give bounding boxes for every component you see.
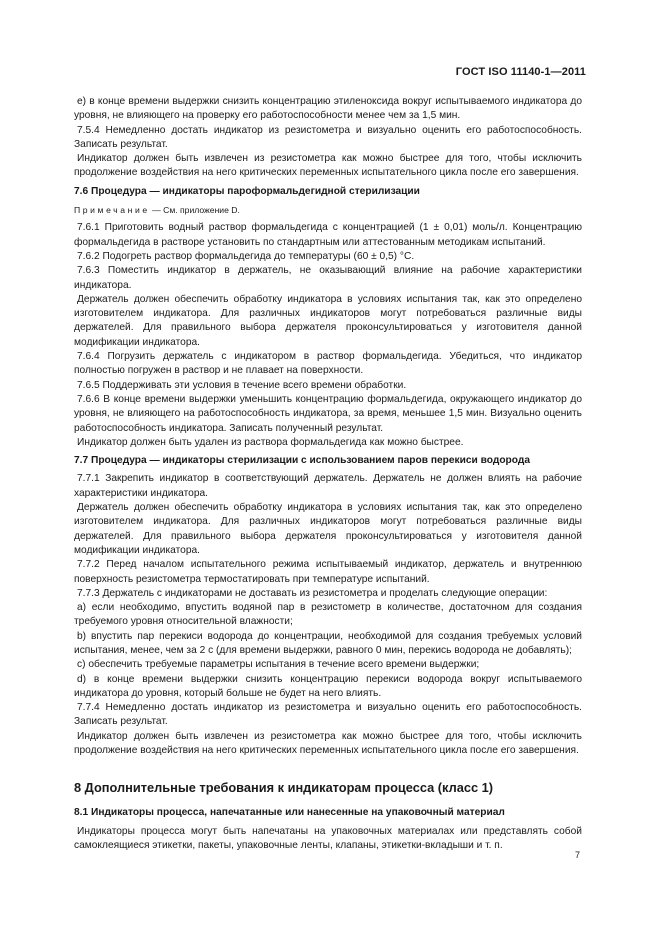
paragraph-7-6-4: 7.6.4 Погрузить держатель с индикатором в раствор формальдегида. Убедиться, что индикатор полностью погружен в раствор и не плавает на поверхности.: [74, 351, 582, 377]
list-item-a: а) если необходимо, впустить водяной пар в резистометр в количестве, достаточном для создания требуемого уровня относительной влажности;: [74, 602, 582, 628]
paragraph-7-7-1: 7.7.1 Закрепить индикатор в соответствующий держатель. Держатель не должен влиять на рабочие характеристики индикатора.: [74, 473, 582, 499]
list-item-b: b) впустить пар перекиси водорода до концентрации, необходимой для создания требуемых условий испытания, менее, чем за 2 с (для времени выдержки, равного 0 мин, перекись водорода не добавлять);: [74, 630, 582, 656]
note-7-6: [74, 203, 582, 217]
paragraph-7-7-4-note: Индикатор должен быть извлечен из резистометра как можно быстрее для того, чтобы исключить продолжение воздействия на него критических переменных испытательного цикла после его завершения.: [74, 730, 582, 757]
paragraph-7-7-3: 7.7.3 Держатель с индикаторами не доставать из резистометра и проделать следующие операции:: [77, 587, 548, 599]
paragraph-7-6-3-holder: Держатель должен обеспечить обработку индикатора в условиях испытания так, как это определено изготовителем индикатора. Для различных индикаторов могут потребоваться различные виды держателей. Для правильного выбора держателя проконсультироваться у изготовителя данной модификации индикатора.: [74, 293, 582, 348]
document-body: [74, 95, 582, 853]
paragraph-7-6-5: 7.6.5 Поддерживать эти условия в течение всего времени обработки.: [77, 379, 407, 391]
heading-7-7: 7.7 Процедура — индикаторы стерилизации с использованием паров перекиси водорода: [74, 455, 531, 467]
heading-8-1: 8.1 Индикаторы процесса, напечатанные или нанесенные на упаковочный материал: [74, 807, 505, 819]
paragraph-7-6-6: 7.6.6 В конце времени выдержки уменьшить концентрацию формальдегида, окружающего индикатор до уровня, не влияющего на работоспособность индикатора, за время, меньшее 1,5 мин. Визуально оценить работоспособность индикатора. Записать полученный результат.: [74, 393, 582, 434]
page-number: 7: [575, 850, 581, 860]
paragraph-7-6-1: 7.6.1 Приготовить водный раствор формальдегида с концентрацией (1 ± 0,01) моль/л. Концентрацию формальдегида в растворе установить по стандартным или аттестованным методикам испытаний.: [74, 222, 582, 248]
note-text: — См. приложение D.: [149, 205, 240, 216]
standard-header: ГОСТ ISO 11140-1—2011: [455, 66, 586, 78]
paragraph-7-6-6-note: Индикатор должен быть удален из раствора формальдегида как можно быстрее.: [77, 436, 464, 448]
paragraph-7-7-1-holder: Держатель должен обеспечить обработку индикатора в условиях испытания так, как это определено изготовителем индикатора. Для различных индикаторов могут потребоваться различные виды держателей. Для правильного выбора держателя проконсультироваться у изготовителя данной модификации индикатора.: [74, 502, 582, 556]
paragraph-7-7-2: 7.7.2 Перед началом испытательного режима испытываемый индикатор, держатель и внутреннюю поверхность резистометра термостатировать при температуре испытаний.: [74, 559, 582, 585]
paragraph-7-7-4: 7.7.4 Немедленно достать индикатор из резистометра и визуально оценить его работоспособность. Записать результат.: [74, 702, 582, 728]
note-label: Примечание: [74, 205, 150, 216]
paragraph-7-5-4-note: Индикатор должен быть извлечен из резистометра как можно быстрее для того, чтобы исключить продолжение воздействия на него критических переменных испытательного цикла после его завершения.: [74, 153, 582, 179]
paragraph-8-1: Индикаторы процесса могут быть напечатаны на упаковочных материалах или представлять собой самоклеящиеся этикетки, пакеты, упаковочные ленты, клапаны, этикетки-вкладыши и т. п.: [74, 825, 582, 851]
list-item-d: d) в конце времени выдержки снизить концентрацию перекиси водорода вокруг испытываемого индикатора до уровня, который больше не будет на него влиять.: [74, 673, 582, 699]
heading-section-8: 8 Дополнительные требования к индикаторам процесса (класс 1): [74, 780, 494, 796]
list-item-c: с) обеспечить требуемые параметры испытания в течение всего времени выдержки;: [77, 659, 480, 671]
paragraph-e: е) в конце времени выдержки снизить концентрацию этиленоксида вокруг испытываемого индикатора до уровня, не влияющего на проверку его работоспособности менее чем за 1,5 мин.: [74, 96, 582, 122]
heading-7-6: 7.6 Процедура — индикаторы пароформальдегидной стерилизации: [74, 185, 420, 197]
paragraph-7-6-2: 7.6.2 Подогреть раствор формальдегида до температуры (60 ± 0,5) °C.: [77, 250, 415, 262]
paragraph-7-5-4: 7.5.4 Немедленно достать индикатор из резистометра и визуально оценить его работоспособность. Записать результат.: [74, 124, 582, 150]
paragraph-7-6-3: 7.6.3 Поместить индикатор в держатель, не оказывающий влияние на рабочие характеристики индикатора.: [74, 265, 582, 291]
